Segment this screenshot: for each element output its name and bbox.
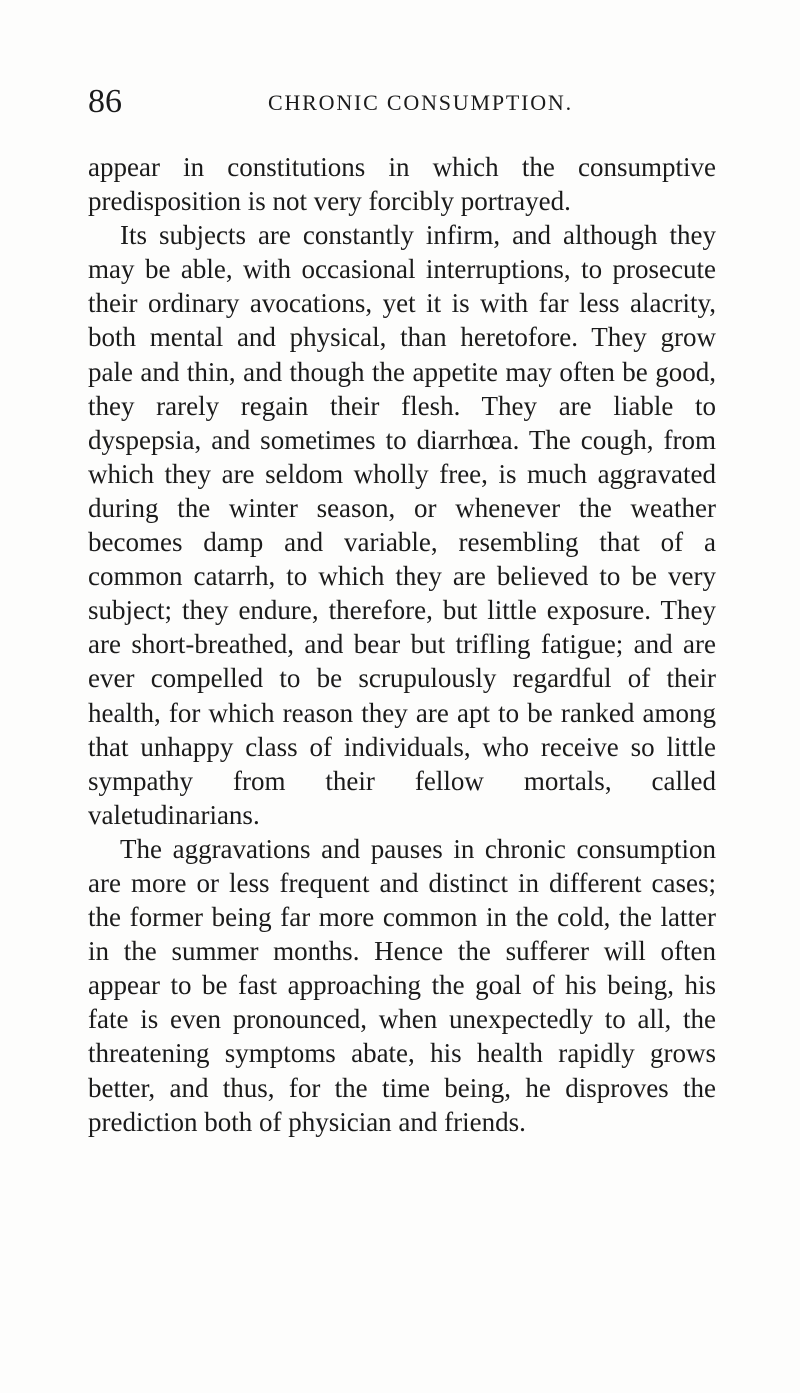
page-number: 86 xyxy=(88,83,122,120)
running-head xyxy=(88,80,728,124)
running-title: CHRONIC CONSUMPTION. xyxy=(268,90,573,115)
paragraph-subjects: Its subjects are constantly infirm, and although they may be able, with occasional interruptions, to prosecute their ordinary avocations, yet it is with far less alacrity, both mental and physical, than heretofore. They grow pale and thin, and though the appetite may often be good, they rarely regain their flesh. They are liable to dyspepsia, and sometimes to diarrhœa. The cough, from which they are seldom wholly free, is much aggravated during the winter season, or whenever the weather becomes damp and variable, resembling that of a common catarrh, to which they are believed to be very subject; they endure, therefore, but little exposure. They are short-breathed, and bear but trifling fatigue; and are ever compelled to be scrupulously regardful of their health, for which reason they are apt to be ranked among that unhappy class of individuals, who receive so little sympathy from their fellow mortals, called valetudinarians. xyxy=(88,220,716,830)
paragraph-continuation: appear in constitutions in which the consumptive predisposition is not very forcibly portrayed. xyxy=(88,152,716,217)
body-text xyxy=(88,150,716,1139)
paragraph-aggravations: The aggravations and pauses in chronic consumption are more or less frequent and distinct in different cases; the former being far more common in the cold, the latter in the summer months. Hence the sufferer will often appear to be fast approaching the goal of his being, his fate is even pronounced, when unexpectedly to all, the threatening symptoms abate, his health rapidly grows better, and thus, for the time being, he disproves the prediction both of physician and friends. xyxy=(88,833,716,1137)
